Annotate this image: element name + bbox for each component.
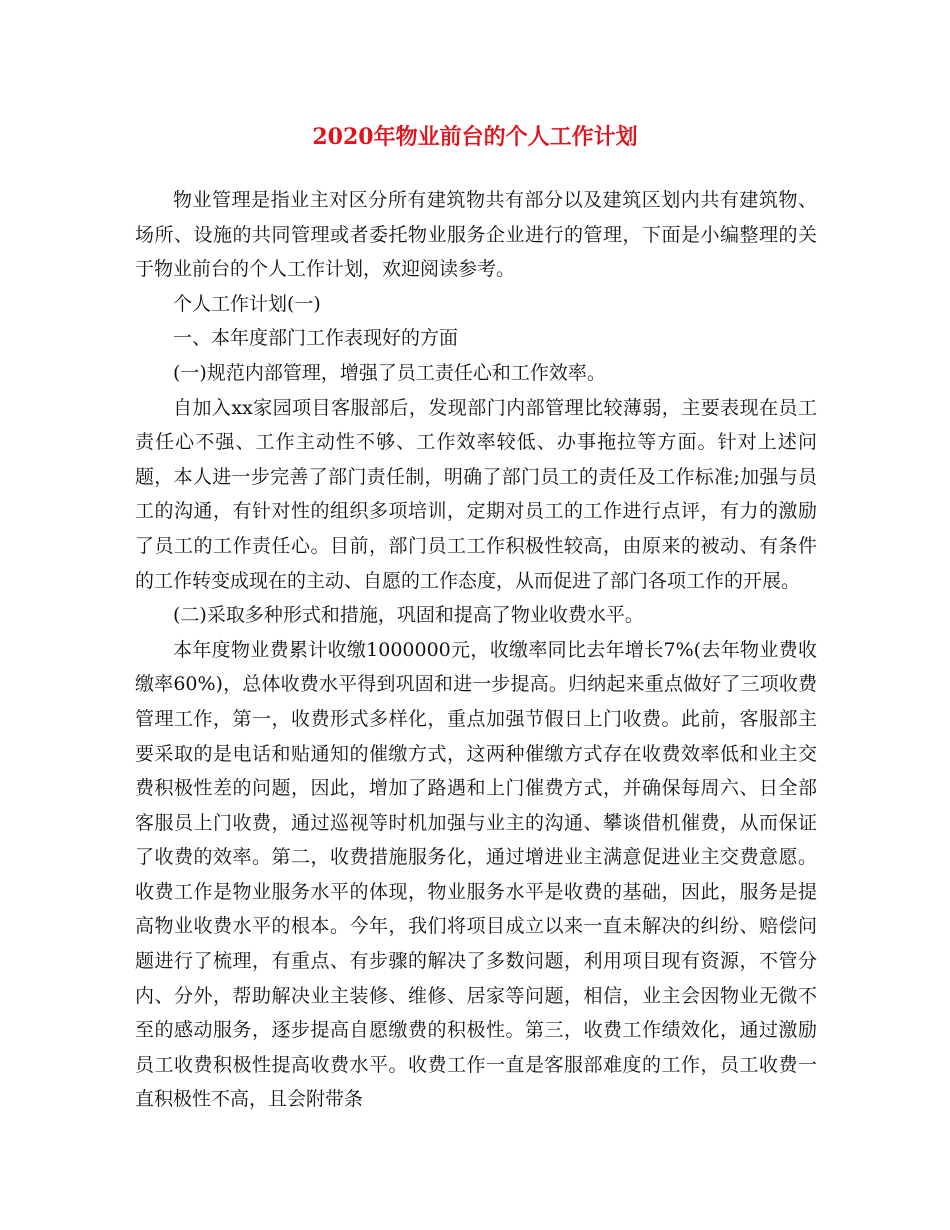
paragraph-subheading-1: (一)规范内部管理，增强了员工责任心和工作效率。 — [173, 361, 606, 384]
document-body — [135, 183, 817, 1117]
paragraph-subheading-2: (二)采取多种形式和措施，巩固和提高了物业收费水平。 — [173, 604, 644, 627]
paragraph-management: 自加入xx家园项目客服部后，发现部门内部管理比较薄弱，主要表现在员工责任心不强、工作主动性不够、工作效率较低、办事拖拉等方面。针对上述问题，本人进一步完善了部门责任制，明确了部门员工的责任及工作标准;加强与员工的沟通，有针对性的组织多项培训，定期对员工的工作进行点评，有力的激励了员工的工作责任心。目前，部门员工工作积极性较高，由原来的被动、有条件的工作转变成现在的主动、自愿的工作态度，从而促进了部门各项工作的开展。 — [135, 396, 817, 592]
paragraph-plan-heading: 个人工作计划(一) — [173, 292, 321, 315]
document-title: 2020年物业前台的个人工作计划 — [312, 124, 638, 150]
paragraph-fee-collection: 本年度物业费累计收缴1000000元，收缴率同比去年增长7%(去年物业费收缴率60%)，总体收费水平得到巩固和进一步提高。归纳起来重点做好了三项收费管理工作，第一，收费形式多样化，重点加强节假日上门收费。此前，客服部主要采取的是电话和贴通知的催缴方式，这两种催缴方式存在收费效率低和业主交费积极性差的问题，因此，增加了路遇和上门催费方式，并确保每周六、日全部客服员上门收费，通过巡视等时机加强与业主的沟通、攀谈借机催费，从而保证了收费的效率。第二，收费措施服务化，通过增进业主满意促进业主交费意愿。收费工作是物业服务水平的体现，物业服务水平是收费的基础，因此，服务是提高物业收费水平的根本。今年，我们将项目成立以来一直未解决的纠纷、赔偿问题进行了梳理，有重点、有步骤的解决了多数问题，利用项目现有资源，不管分内、分外，帮助解决业主装修、维修、居家等问题，相信，业主会因物业无微不至的感动服务，逐步提高自愿缴费的积极性。第三，收费工作绩效化，通过激励员工收费积极性提高收费水平。收费工作一直是客服部难度的工作，员工收费一直积极性不高，且会附带条 — [135, 638, 817, 1111]
paragraph-intro: 物业管理是指业主对区分所有建筑物共有部分以及建筑区划内共有建筑物、场所、设施的共同管理或者委托物业服务企业进行的管理，下面是小编整理的关于物业前台的个人工作计划，欢迎阅读参考。 — [135, 189, 817, 281]
paragraph-section-heading: 一、本年度部门工作表现好的方面 — [173, 327, 459, 350]
